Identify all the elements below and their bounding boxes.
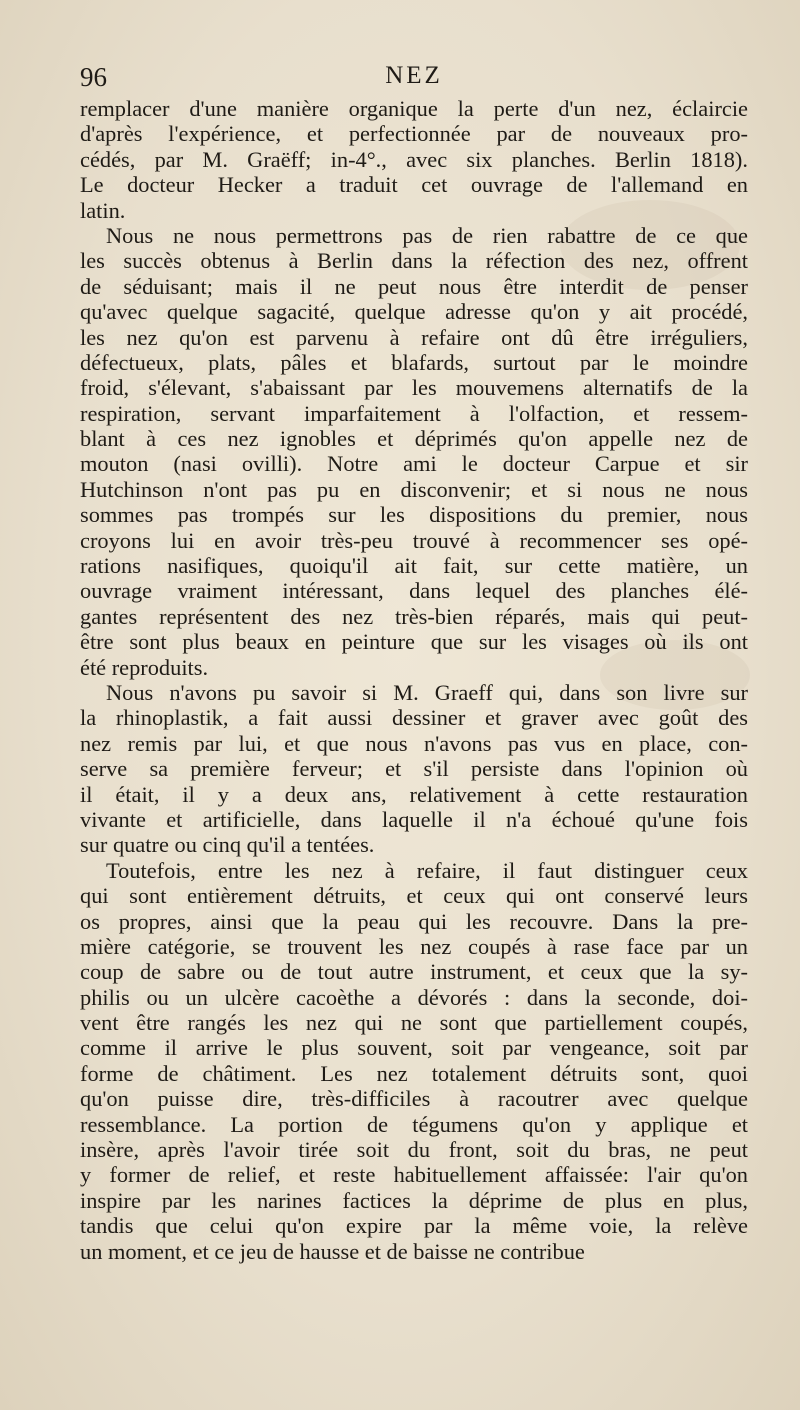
text-line: Hutchinson n'ont pas pu en disconvenir; et si nous ne nous [80, 476, 748, 502]
text-line: froid, s'élevant, s'abaissant par les mouvemens alternatifs de la [80, 375, 748, 401]
running-head [80, 62, 748, 98]
text-line: forme de châtiment. Les nez totalement détruits sont, quoi [80, 1060, 748, 1086]
text-line: coup de sabre ou de tout autre instrument, et ceux que la sy- [80, 959, 748, 985]
text-line: gantes représentent des nez très-bien réparés, mais qui peut- [80, 603, 748, 629]
text-line: mouton (nasi ovilli). Notre ami le docteur Carpue et sir [80, 451, 748, 477]
text-line: insère, après l'avoir tirée soit du front, soit du bras, ne peut [80, 1137, 748, 1163]
text-line: nez remis par lui, et que nous n'avons pas vus en place, con- [80, 730, 748, 756]
paragraph [80, 680, 748, 858]
text-line: les succès obtenus à Berlin dans la réfection des nez, offrent [80, 248, 748, 274]
text-line: cédés, par M. Graëff; in-4°., avec six planches. Berlin 1818). [80, 146, 748, 172]
text-line: remplacer d'une manière organique la perte d'un nez, éclaircie [80, 96, 748, 121]
text-line: vent être rangés les nez qui ne sont que partiellement coupés, [80, 1010, 748, 1036]
text-line: serve sa première ferveur; et s'il persiste dans l'opinion où [80, 756, 748, 782]
text-line: mière catégorie, se trouvent les nez coupés à rase face par un [80, 933, 748, 959]
body-text [80, 96, 748, 1264]
text-line: respiration, servant imparfaitement à l'olfaction, et ressem- [80, 400, 748, 426]
paragraph [80, 223, 748, 680]
text-line: les nez qu'on est parvenu à refaire ont dû être irréguliers, [80, 324, 748, 350]
text-line: vivante et artificielle, dans laquelle il n'a échoué qu'une fois [80, 806, 748, 832]
text-line: qui sont entièrement détruits, et ceux qui ont conservé leurs [80, 883, 748, 909]
text-line: Toutefois, entre les nez à refaire, il faut distinguer ceux [106, 857, 748, 883]
text-line: sommes pas trompés sur les dispositions du premier, nous [80, 502, 748, 528]
text-line: Nous n'avons pu savoir si M. Graeff qui, dans son livre sur [106, 679, 748, 705]
paragraph [80, 96, 748, 223]
page-number: 96 [80, 62, 107, 92]
text-line: os propres, ainsi que la peau qui les recouvre. Dans la pre- [80, 908, 748, 934]
text-line: être sont plus beaux en peinture que sur les visages où ils ont [80, 629, 748, 655]
text-line: Le docteur Hecker a traduit cet ouvrage de l'allemand en [80, 172, 748, 198]
text-line: qu'on puisse dire, très-difficiles à racoutrer avec quelque [80, 1086, 748, 1112]
text-line: Nous ne nous permettrons pas de rien rabattre de ce que [106, 222, 748, 248]
text-line: qu'avec quelque sagacité, quelque adresse qu'on y ait procédé, [80, 299, 748, 325]
text-line: y former de relief, et reste habituellement affaissée: l'air qu'on [80, 1162, 748, 1188]
text-line: un moment, et ce jeu de hausse et de baisse ne contribue [80, 1238, 585, 1264]
text-line: la rhinoplastik, a fait aussi dessiner et graver avec goût des [80, 705, 748, 731]
text-line: de séduisant; mais il ne peut nous être interdit de penser [80, 273, 748, 299]
text-line: rations nasifiques, quoiqu'il ait fait, sur cette matière, un [80, 553, 748, 579]
text-line: philis ou un ulcère cacoèthe a dévorés : dans la seconde, doi- [80, 984, 748, 1010]
text-line: ouvrage vraiment intéressant, dans lequel des planches élé- [80, 578, 748, 604]
text-line: latin. [80, 197, 126, 223]
text-line: il était, il y a deux ans, relativement à cette restauration [80, 781, 748, 807]
text-line: été reproduits. [80, 654, 209, 680]
text-line: d'après l'expérience, et perfectionnée par de nouveaux pro- [80, 121, 748, 147]
text-line: sur quatre ou cinq qu'il a tentées. [80, 832, 375, 858]
text-line: défectueux, plats, pâles et blafards, surtout par le moindre [80, 349, 748, 375]
text-line: inspire par les narines factices la déprime de plus en plus, [80, 1187, 748, 1213]
text-line: comme il arrive le plus souvent, soit par vengeance, soit par [80, 1035, 748, 1061]
text-line: croyons lui en avoir très-peu trouvé à recommencer ses opé- [80, 527, 748, 553]
text-line: blant à ces nez ignobles et déprimés qu'on appelle nez de [80, 426, 748, 452]
running-title: NEZ [385, 62, 443, 89]
paragraph [80, 858, 748, 1264]
text-line: ressemblance. La portion de tégumens qu'on y applique et [80, 1111, 748, 1137]
text-line: tandis que celui qu'on expire par la même voie, la relève [80, 1213, 748, 1239]
